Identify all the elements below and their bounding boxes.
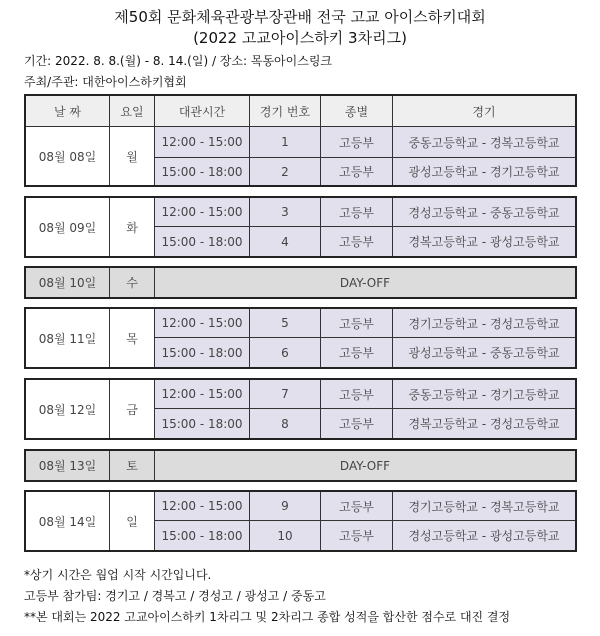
date-cell: 08월 10일 [26, 268, 110, 297]
weekday-cell: 목 [110, 309, 155, 367]
time-cell: 12:00 - 15:00 [155, 492, 250, 521]
match-cell: 경복고등학교 - 광성고등학교 [393, 227, 575, 256]
match-cell: 광성고등학교 - 중동고등학교 [393, 338, 575, 367]
schedule-block-0812 [24, 378, 577, 440]
column-header-weekday: 요일 [110, 96, 155, 127]
division-cell: 고등부 [321, 309, 393, 338]
date-cell: 08월 08일 [26, 127, 110, 185]
division-cell: 고등부 [321, 127, 393, 158]
schedule-block-0809 [24, 196, 577, 258]
weekday-cell: 일 [110, 492, 155, 550]
game-no-cell: 10 [250, 521, 321, 550]
time-cell: 12:00 - 15:00 [155, 198, 250, 227]
note-bracket: **본 대회는 2022 고교아이스하키 1차리그 및 2차리그 종합 성적을 합산한 점수로 대진 결정 [24, 610, 511, 624]
game-no-cell: 4 [250, 227, 321, 256]
schedule-block-0814 [24, 490, 577, 552]
division-cell: 고등부 [321, 380, 393, 409]
game-no-cell: 2 [250, 158, 321, 185]
time-cell: 12:00 - 15:00 [155, 309, 250, 338]
time-cell: 15:00 - 18:00 [155, 521, 250, 550]
match-cell: 경복고등학교 - 경성고등학교 [393, 409, 575, 438]
division-cell: 고등부 [321, 409, 393, 438]
division-cell: 고등부 [321, 338, 393, 367]
time-cell: 15:00 - 18:00 [155, 158, 250, 185]
game-no-cell: 3 [250, 198, 321, 227]
note-teams: 고등부 참가팀: 경기고 / 경복고 / 경성고 / 광성고 / 중동고 [24, 589, 326, 603]
match-cell: 중동고등학교 - 경복고등학교 [393, 127, 575, 158]
dayoff-cell: DAY-OFF [155, 268, 575, 297]
time-cell: 15:00 - 18:00 [155, 409, 250, 438]
host-organizer: 주최/주관: 대한아이스하키협회 [24, 75, 187, 89]
schedule-block-0813-dayoff [24, 449, 577, 482]
date-cell: 08월 11일 [26, 309, 110, 367]
time-cell: 12:00 - 15:00 [155, 380, 250, 409]
schedule-block-0808 [24, 94, 577, 187]
column-header-division: 종별 [321, 96, 393, 127]
weekday-cell: 화 [110, 198, 155, 256]
date-cell: 08월 14일 [26, 492, 110, 550]
dayoff-cell: DAY-OFF [155, 451, 575, 480]
weekday-cell: 수 [110, 268, 155, 297]
weekday-cell: 토 [110, 451, 155, 480]
match-cell: 경성고등학교 - 광성고등학교 [393, 521, 575, 550]
match-cell: 경성고등학교 - 중동고등학교 [393, 198, 575, 227]
note-warmup: *상기 시간은 웜업 시작 시간입니다. [24, 568, 212, 582]
match-cell: 중동고등학교 - 경기고등학교 [393, 380, 575, 409]
date-cell: 08월 13일 [26, 451, 110, 480]
game-no-cell: 9 [250, 492, 321, 521]
document-subtitle: (2022 고교아이스하키 3차리그) [193, 29, 407, 47]
game-no-cell: 1 [250, 127, 321, 158]
column-header-game-no: 경기 번호 [250, 96, 321, 127]
division-cell: 고등부 [321, 198, 393, 227]
column-header-match: 경기 [393, 96, 575, 127]
match-cell: 경기고등학교 - 경성고등학교 [393, 309, 575, 338]
period-venue: 기간: 2022. 8. 8.(월) - 8. 14.(일) / 장소: 목동아이스링크 [24, 54, 332, 68]
weekday-cell: 월 [110, 127, 155, 185]
document-title: 제50회 문화체육관광부장관배 전국 고교 아이스하키대회 [114, 8, 486, 26]
time-cell: 15:00 - 18:00 [155, 338, 250, 367]
time-cell: 12:00 - 15:00 [155, 127, 250, 158]
division-cell: 고등부 [321, 158, 393, 185]
match-cell: 경기고등학교 - 경복고등학교 [393, 492, 575, 521]
time-cell: 15:00 - 18:00 [155, 227, 250, 256]
schedule-block-0811 [24, 307, 577, 369]
division-cell: 고등부 [321, 492, 393, 521]
game-no-cell: 8 [250, 409, 321, 438]
date-cell: 08월 09일 [26, 198, 110, 256]
game-no-cell: 5 [250, 309, 321, 338]
game-no-cell: 6 [250, 338, 321, 367]
column-header-date: 날 짜 [26, 96, 110, 127]
match-cell: 광성고등학교 - 경기고등학교 [393, 158, 575, 185]
division-cell: 고등부 [321, 521, 393, 550]
date-cell: 08월 12일 [26, 380, 110, 438]
column-header-time: 대관시간 [155, 96, 250, 127]
weekday-cell: 금 [110, 380, 155, 438]
schedule-block-0810-dayoff [24, 266, 577, 299]
game-no-cell: 7 [250, 380, 321, 409]
division-cell: 고등부 [321, 227, 393, 256]
